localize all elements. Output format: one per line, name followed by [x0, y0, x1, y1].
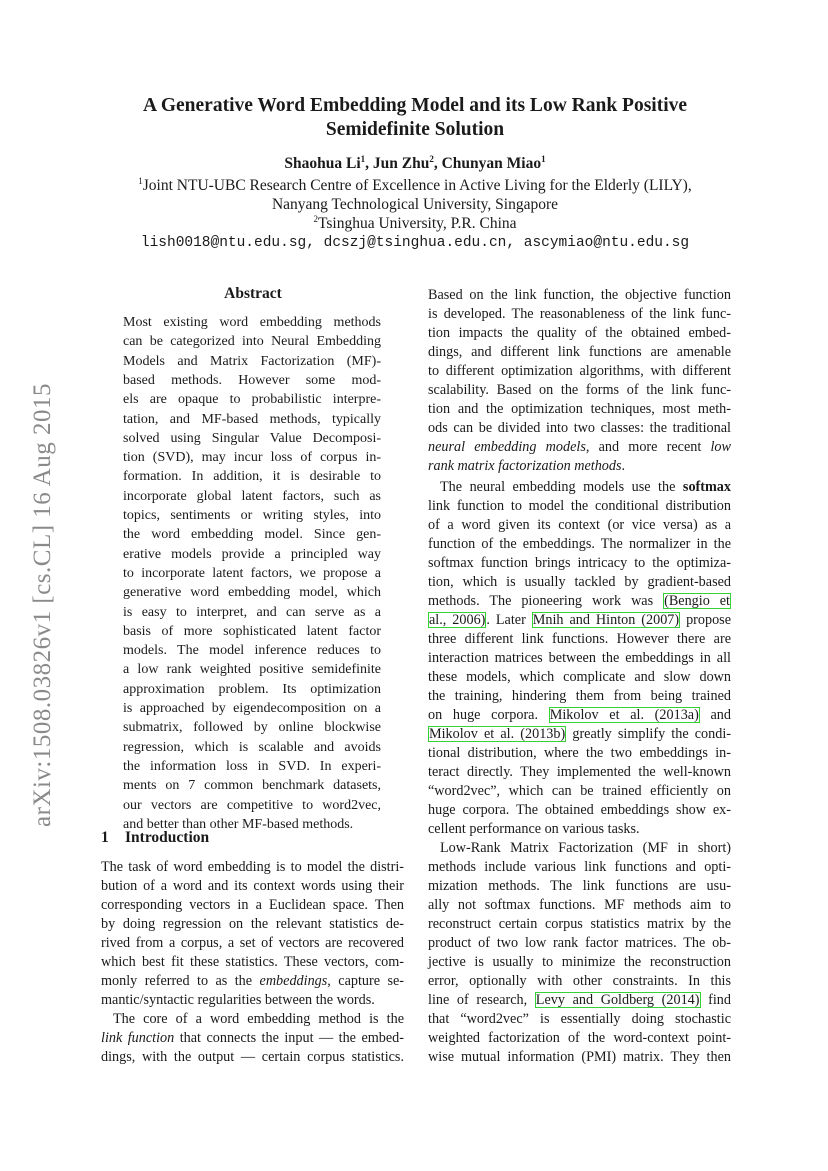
abstract-line: Most existing word embedding methods	[123, 315, 381, 330]
text-line: ally not softmax functions. MF methods aim to	[428, 897, 731, 913]
text-line: reconstruct certain corpus statistics matrix by the	[428, 916, 731, 932]
text-line: link function to model the conditional distribution	[428, 498, 731, 514]
abstract-line: erative models provide a principled way	[123, 546, 381, 562]
text-line: dings, and different link functions are amenable	[428, 344, 731, 360]
text-line: huge corpora. The obtained embeddings show ex-	[428, 802, 731, 818]
abstract-line: approximation problem. Its optimization	[123, 681, 381, 697]
text-line: The core of a word embedding method is the	[113, 1011, 404, 1027]
text-line: rank matrix factorization methods.	[428, 458, 626, 474]
citation-link[interactable]: Mikolov et al. (2013b)	[429, 726, 566, 742]
citation-link[interactable]: Levy and Goldberg (2014)	[535, 992, 700, 1008]
text-line: these models, which complicate and slow down	[428, 669, 731, 685]
text-line: tion impacts the quality of the obtained embed-	[428, 325, 731, 341]
text-line: three different link functions. However there are	[428, 631, 731, 647]
text-line: interaction matrices between the embeddings in all	[428, 650, 731, 666]
text-line: scalability. Based on the forms of the link func-	[428, 382, 731, 398]
abstract-line: the word embedding model. Since gen-	[123, 527, 381, 543]
arxiv-side-stamp: arXiv:1508.03826v1 [cs.CL] 16 Aug 2015	[29, 383, 56, 827]
text-line: tional distribution, where the two embeddings in-	[428, 745, 731, 761]
abstract-line: can be categorized into Neural Embedding	[123, 334, 381, 350]
text-line: weighted factorization of the word-context point-	[428, 1030, 731, 1046]
text-line: dings, with the output — certain corpus statistics.	[101, 1049, 404, 1065]
citation-link[interactable]: Mikolov et al. (2013a)	[549, 707, 699, 723]
abstract-line: ments on 7 common benchmark datasets,	[123, 778, 381, 794]
abstract-line: is easy to interpret, and can serve as a	[123, 604, 381, 620]
text-line: jective is usually to minimize the reconstruction	[428, 954, 731, 970]
text-line: line of research, Levy and Goldberg (2014) find	[428, 992, 731, 1008]
abstract-line: generative word embedding model, which	[123, 585, 381, 601]
abstract-line: our vectors are competitive to word2vec,	[123, 797, 381, 813]
abstract-line: a low rank weighted positive semidefinite	[123, 662, 381, 678]
title-line: A Generative Word Embedding Model and its Low Rank Positive	[142, 95, 688, 116]
affiliation-2: $^2$Tsinghua University, P.R. China	[313, 213, 517, 232]
text-line: which best fit these statistics. These vectors, com-	[101, 954, 404, 970]
text-line: ods can be divided into two classes: the traditional	[428, 420, 731, 436]
text-line: softmax function brings intricacy to the optimiza-	[428, 555, 731, 571]
abstract-line: solved using Singular Value Decomposi-	[123, 430, 381, 446]
affiliation-1-cont: Nanyang Technological University, Singapore	[271, 196, 559, 213]
abstract-line: and better than other MF-based methods.	[123, 816, 354, 832]
abstract-line: basis of more sophisticated latent factor	[123, 623, 381, 639]
text-line: error, optionally with other constraints. In this	[428, 973, 731, 989]
text-line: tion, which is usually tackled by gradient-based	[428, 574, 731, 590]
text-line: on huge corpora. Mikolov et al. (2013a) and	[428, 707, 731, 723]
citation-link[interactable]: al., 2006)	[429, 612, 486, 628]
abstract-line: the information loss in SVD. In experi-	[123, 758, 381, 774]
abstract-line: Models and Matrix Factorization (MF)-	[123, 353, 381, 369]
abstract-line: regression, which is scalable and avoids	[123, 739, 381, 755]
text-line: The task of word embedding is to model the distri-	[101, 859, 404, 875]
text-line: corresponding vectors in a Euclidean space. Then	[101, 897, 404, 913]
text-line: by doing regression on the relevant statistics de-	[101, 916, 404, 932]
text-line: mization methods. The link functions are usu-	[428, 878, 731, 894]
abstract-line: submatrix, followed by online blockwise	[123, 720, 381, 736]
title-line: Semidefinite Solution	[325, 119, 505, 140]
text-line: teract directly. They implemented the well-known	[428, 764, 731, 780]
abstract-line: els are opaque to probabilistic interpre-	[123, 392, 381, 408]
author-list: Shaohua Li$^1$, Jun Zhu$^2$, Chunyan Miao$^1$	[284, 153, 546, 172]
text-line: product of two low rank factor matrices. The ob-	[428, 935, 731, 951]
abstract-line: based methods. However some mod-	[123, 372, 381, 388]
text-line: al., 2006). Later Mnih and Hinton (2007) propose	[429, 612, 731, 628]
abstract-line: tion (SVD), may incur loss of corpus in-	[123, 450, 381, 466]
text-line: is developed. The reasonableness of the link func-	[428, 306, 731, 322]
text-line: link function that connects the input — the embed-	[101, 1030, 404, 1046]
text-line: neural embedding models, and more recent low	[428, 439, 731, 455]
abstract-line: incorporate global latent factors, such as	[123, 488, 381, 504]
author-emails: lish0018@ntu.edu.sg, dcszj@tsinghua.edu.cn, ascymiao@ntu.edu.sg	[140, 235, 690, 251]
abstract-line: models. The model inference reduces to	[123, 643, 381, 659]
text-line: monly referred to as the embeddings, capture se-	[101, 973, 405, 989]
text-line: mantic/syntactic regularities between the words.	[101, 992, 375, 1008]
abstract-line: is approached by eigendecomposition on a	[123, 701, 381, 716]
text-line: function of the embeddings. The normalizer in the	[428, 536, 731, 552]
text-line: methods. The pioneering work was (Bengio et	[428, 593, 730, 609]
abstract-line: to incorporate latent factors, we propose a	[123, 565, 381, 581]
text-line: bution of a word and its context words using their	[101, 878, 404, 894]
text-line: “word2vec”, which can be trained efficiently on	[428, 783, 731, 799]
text-line: tion and the optimization techniques, most meth-	[428, 401, 731, 417]
text-line: of a word given its context (or vice versa) as a	[428, 517, 731, 533]
text-line: Based on the link function, the objective function	[428, 287, 731, 303]
abstract-line: topics, sentiments or writing styles, into	[123, 508, 381, 523]
text-line: cellent performance on various tasks.	[428, 821, 640, 837]
citation-link[interactable]: Mnih and Hinton (2007)	[532, 612, 680, 628]
abstract-line: tation, and MF-based methods, typically	[123, 411, 381, 427]
text-line: the training, hindering them from being trained	[428, 688, 731, 704]
text-line: wise mutual information (PMI) matrix. They then	[428, 1049, 731, 1065]
citation-link[interactable]: (Bengio et	[664, 593, 730, 609]
text-line: that “word2vec” is essentially doing stochastic	[428, 1011, 731, 1027]
abstract-heading: Abstract	[224, 285, 282, 302]
text-line: to different optimization algorithms, with different	[428, 363, 731, 379]
text-line: Low-Rank Matrix Factorization (MF in short)	[440, 840, 731, 856]
abstract-line: formation. In addition, it is desirable to	[123, 469, 381, 485]
text-line: methods include various link functions and opti-	[428, 859, 731, 875]
section-heading: 1 Introduction	[101, 829, 210, 846]
paper-title	[90, 94, 740, 142]
text-line: Mikolov et al. (2013b) greatly simplify the condi-	[429, 726, 731, 742]
affiliation-1: $^1$Joint NTU-UBC Research Centre of Excellence in Active Living for the Elderly (LILY),	[138, 175, 692, 194]
text-line: The neural embedding models use the softmax	[440, 479, 731, 495]
text-line: rived from a corpus, a set of vectors are recovered	[101, 935, 404, 951]
